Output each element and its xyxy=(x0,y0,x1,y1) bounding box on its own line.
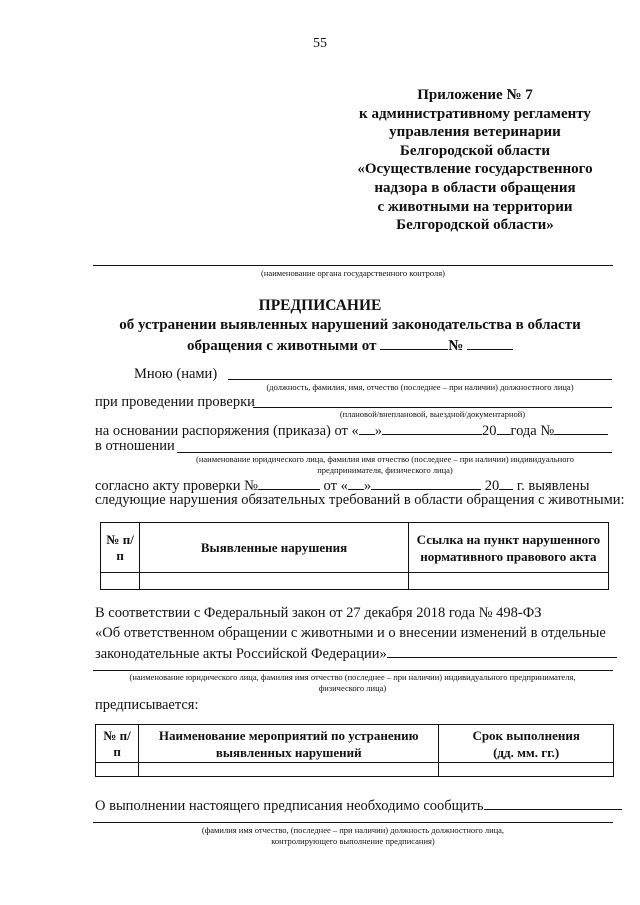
regarding-caption-line2: предпринимателя, физического лица) xyxy=(317,465,453,475)
table-cell[interactable] xyxy=(101,573,140,590)
number-blank xyxy=(467,335,513,350)
act-suffix: г. выявлены xyxy=(516,478,590,494)
appendix-line: «Осуществление государственного xyxy=(357,161,593,178)
regarding-caption-line1: (наименование юридического лица, фамилия имя отчество (последнее – при наличии) индивидуального xyxy=(196,454,574,464)
col-deadline-line2: (дд. мм. гг.) xyxy=(493,744,560,760)
by-me-label: Мною (нами) xyxy=(134,366,218,382)
table-cell[interactable] xyxy=(408,573,608,590)
report-label: О выполнении настоящего предписания необходимо сообщить xyxy=(95,798,484,814)
table-cell[interactable] xyxy=(139,763,439,777)
appendix-line: Приложение № 7 xyxy=(417,87,533,103)
basis-year: 20 xyxy=(482,423,497,439)
inspection-label: при проведении проверки xyxy=(95,394,255,410)
law-caption-line1: (наименование юридического лица, фамилия имя отчество (последнее – при наличии) индивидуального предпринимателя, xyxy=(129,672,576,682)
report-blank xyxy=(484,795,622,810)
table-cell[interactable] xyxy=(140,573,409,590)
appendix-line: к административному регламенту xyxy=(359,105,591,122)
subtitle-line1: об устранении выявленных нарушений законодательства в области xyxy=(119,317,581,333)
basis-prefix: на основании распоряжения (приказа) от « xyxy=(95,423,359,439)
col-violations: Выявленные нарушения xyxy=(140,523,409,573)
act-year-blank xyxy=(499,475,513,490)
law-line2: «Об ответственном обращении с животными и о внесении изменений в отдельные xyxy=(95,625,606,641)
final-caption-line2: контролирующего выполнение предписания) xyxy=(271,836,435,846)
violations-table xyxy=(100,522,609,590)
col-deadline-line1: Срок выполнения xyxy=(472,727,580,743)
control-body-line xyxy=(93,265,613,266)
col-no: № п/п xyxy=(101,523,140,573)
control-body-caption: (наименование органа государственного контроля) xyxy=(261,268,445,278)
appendix-line: Белгородской области» xyxy=(396,217,554,234)
regarding-line xyxy=(177,452,612,453)
basis-number-blank xyxy=(554,420,608,435)
basis-line xyxy=(95,420,608,440)
col-measures: Наименование мероприятий по устранению выявленных нарушений xyxy=(139,725,439,763)
basis-mid: » xyxy=(374,423,382,439)
basis-year-suffix: года № xyxy=(510,423,555,439)
violations-intro: следующие нарушения обязательных требований в области обращения с животными: xyxy=(95,492,625,508)
table-cell[interactable] xyxy=(439,763,614,777)
appendix-line: надзора в области обращения xyxy=(374,179,576,196)
act-prefix: согласно акту проверки № xyxy=(95,478,258,494)
table-cell[interactable] xyxy=(96,763,139,777)
by-me-line xyxy=(228,379,612,380)
table-row xyxy=(101,573,609,590)
basis-day-blank xyxy=(359,420,375,435)
appendix-line: с животными на территории xyxy=(377,198,573,215)
basis-year-blank xyxy=(497,420,511,435)
page-number: 55 xyxy=(313,36,327,51)
act-from: от « xyxy=(323,478,348,494)
report-line xyxy=(95,795,622,815)
table-header-row xyxy=(101,523,609,573)
document-title: ПРЕДПИСАНИЕ xyxy=(258,297,382,314)
law-name-line xyxy=(93,670,613,671)
final-caption-line1: (фамилия имя отчество, (последнее – при наличии) должность должностного лица, xyxy=(201,825,505,835)
regarding-caption xyxy=(150,454,620,476)
act-mid: » xyxy=(363,478,372,494)
inspection-caption: (плановой/внеплановой, выездной/документарной) xyxy=(339,409,526,419)
basis-month-blank xyxy=(382,420,482,435)
act-number-blank xyxy=(258,475,320,490)
col-no: № п/п xyxy=(96,725,139,763)
appendix-line: Белгородской области xyxy=(399,142,551,159)
law-caption-line2: физического лица) xyxy=(318,683,387,693)
law-caption xyxy=(90,672,615,694)
law-paragraph xyxy=(95,603,612,664)
col-reference: Ссылка на пункт нарушенного нормативного правового акта xyxy=(408,523,608,573)
table-row xyxy=(96,763,614,777)
law-line1: В соответствии с Федеральный закон от 27 декабря 2018 года № 498-ФЗ xyxy=(95,605,542,621)
measures-table xyxy=(95,724,614,777)
appendix-line: управления ветеринарии xyxy=(389,124,561,141)
date-blank xyxy=(380,335,448,350)
prescribed-label: предписывается: xyxy=(95,697,199,713)
appendix-header xyxy=(330,86,620,235)
subtitle-prefix: обращения с животными от xyxy=(186,338,377,354)
act-day-blank xyxy=(348,475,364,490)
by-me-caption: (должность, фамилия, имя, отчество (последнее – при наличии) должностного лица) xyxy=(266,382,574,392)
subtitle-no-label: № xyxy=(448,338,464,354)
document-subtitle xyxy=(100,316,600,356)
act-year: 20 xyxy=(484,478,500,494)
law-blank xyxy=(387,643,617,658)
act-month-blank xyxy=(371,475,481,490)
law-line3: законодательные акты Российской Федерации» xyxy=(95,646,387,662)
col-deadline xyxy=(439,725,614,763)
law-line3-row xyxy=(95,643,612,664)
regarding-label: в отношении xyxy=(95,438,175,454)
final-caption xyxy=(93,825,613,847)
table-header-row xyxy=(96,725,614,763)
final-line xyxy=(93,822,613,823)
inspection-line xyxy=(253,407,612,408)
subtitle-line2 xyxy=(100,335,600,356)
